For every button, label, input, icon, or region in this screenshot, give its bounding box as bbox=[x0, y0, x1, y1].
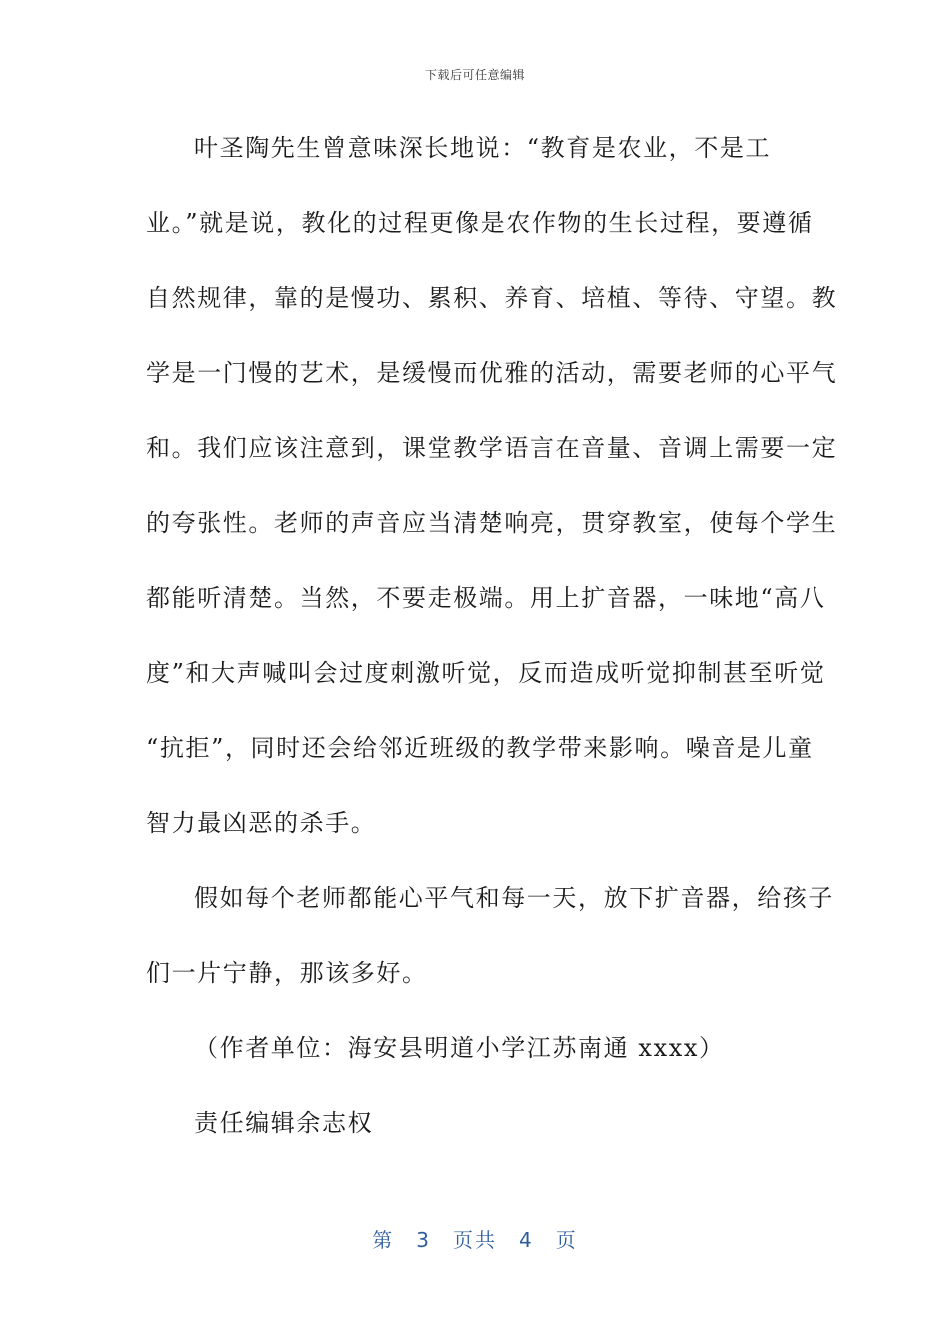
paragraph-1-line-9: “抗拒”，同时还会给邻近班级的教学带来影响。噪音是儿童 bbox=[146, 734, 814, 762]
footer-total-pages: 4 bbox=[519, 1228, 534, 1252]
page-footer bbox=[0, 1224, 950, 1253]
paragraph-1-line-4: 学是一门慢的艺术，是缓慢而优雅的活动，需要老师的心平气 bbox=[146, 359, 838, 387]
paragraph-2-line-1: 假如每个老师都能心平气和每一天，放下扩音器，给孩子 bbox=[194, 884, 834, 912]
paragraph-2-line-2: 们一片宁静，那该多好。 bbox=[146, 959, 428, 987]
footer-page-number: 3 bbox=[416, 1228, 431, 1252]
paragraph-1-line-1: 叶圣陶先生曾意味深长地说：“教育是农业，不是工 bbox=[194, 134, 772, 162]
paragraph-1-line-2: 业。”就是说，教化的过程更像是农作物的生长过程，要遵循 bbox=[146, 209, 814, 237]
paragraph-1-line-7: 都能听清楚。当然，不要走极端。用上扩音器，一味地“高八 bbox=[146, 584, 826, 612]
footer-suffix: 页 bbox=[555, 1228, 578, 1252]
paragraph-1-line-6: 的夸张性。老师的声音应当清楚响亮，贯穿教室，使每个学生 bbox=[146, 509, 838, 537]
footer-middle: 页共 bbox=[453, 1228, 497, 1252]
paragraph-1-line-10: 智力最凶恶的杀手。 bbox=[146, 809, 377, 837]
responsible-editor: 责任编辑余志权 bbox=[194, 1109, 374, 1137]
document-body bbox=[146, 124, 838, 1174]
paragraph-1-line-8: 度”和大声喊叫会过度刺激听觉，反而造成听觉抑制甚至听觉 bbox=[146, 659, 826, 687]
page-header: 下载后可任意编辑 bbox=[424, 68, 525, 82]
paragraph-1-line-3: 自然规律，靠的是慢功、累积、养育、培植、等待、守望。教 bbox=[146, 284, 838, 312]
footer-prefix: 第 bbox=[372, 1228, 395, 1252]
author-affiliation: （作者单位：海安县明道小学江苏南通 xxxx） bbox=[194, 1034, 725, 1062]
paragraph-1-line-5: 和。我们应该注意到，课堂教学语言在音量、音调上需要一定 bbox=[146, 434, 838, 462]
